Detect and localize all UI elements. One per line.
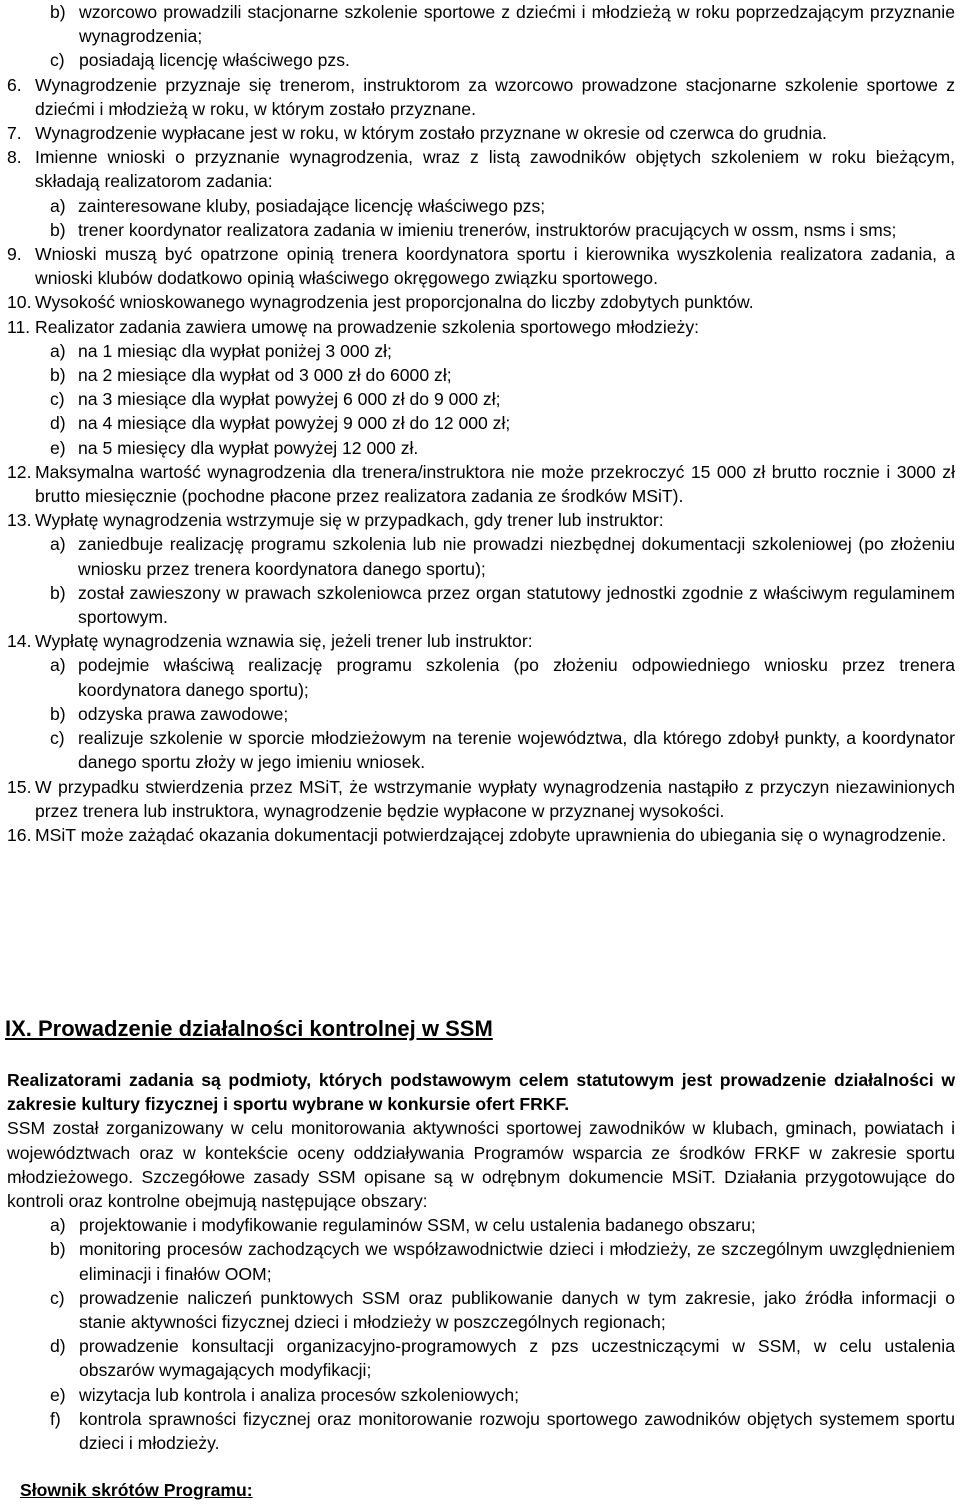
item-text: Wynagrodzenie wypłacane jest w roku, w którym zostało przyznane w okresie od czerwca do grudnia. [35,123,827,144]
numbered-item [7,775,955,823]
section-heading: IX. Prowadzenie działalności kontrolnej w SSM [5,1016,493,1041]
section-body [7,1068,955,1455]
numbered-item [7,629,955,653]
item-text: Wypłatę wynagrodzenia wstrzymuje się w przypadkach, gdy trener lub instruktor: [35,510,664,531]
item-number: 15. [7,776,32,797]
list-item [7,581,955,629]
item-text: posiadają licencję właściwego pzs. [79,50,350,71]
list-item [7,436,955,460]
item-text: wzorcowo prowadzili stacjonarne szkolenie sportowe z dziećmi i młodzieżą w roku poprzedzającym przyznanie wynagrodzenia; [79,2,955,47]
item-letter: a) [50,1215,66,1236]
item-letter: c) [50,389,65,410]
item-letter: c) [50,1287,65,1308]
item-number: 13. [7,510,32,531]
list-item [7,1237,955,1285]
numbered-item [7,121,955,145]
item-text: wizytacja lub kontrola i analiza procesów szkoleniowych; [79,1384,520,1405]
item-letter: a) [50,195,66,216]
item-number: 14. [7,631,32,652]
item-number: 16. [7,824,32,845]
list-item [7,702,955,726]
list-item [7,363,955,387]
item-number: 7. [7,123,22,144]
item-letter: a) [50,655,66,676]
list-item [7,1407,955,1455]
item-text: zainteresowane kluby, posiadające licencję właściwego pzs; [78,195,546,216]
item-text: na 3 miesiące dla wypłat powyżej 6 000 zł do 9 000 zł; [78,389,501,410]
list-item [7,194,955,218]
numbered-item [7,460,955,508]
item-text: podejmie właściwą realizację programu szkolenia (po złożeniu odpowiedniego wniosku przez trenera koordynatora danego sportu); [78,655,955,700]
item-text: Maksymalna wartość wynagrodzenia dla trenera/instruktora nie może przekroczyć 15 000 zł brutto rocznie i 3000 zł brutto miesięcznie (pochodne płacone przez realizatora zadania ze środków MSiT). [35,461,955,507]
item-letter: a) [50,534,66,555]
list-item [7,48,955,72]
item-number: 12. [7,461,32,482]
numbered-item [7,823,955,847]
document-page [7,0,955,847]
item-letter: f) [50,1408,61,1429]
list-item [7,1334,955,1382]
item-text: Wynagrodzenie przyznaje się trenerom, instruktorom za wzorcowo prowadzone stacjonarne szkolenie sportowe z dziećmi i młodzieżą w roku, w którym zostało przyznane. [35,74,955,119]
numbered-item [7,242,955,290]
item-number: 6. [7,74,22,95]
item-text: Imienne wnioski o przyznanie wynagrodzenia, wraz z listą zawodników objętych szkoleniem w roku bieżącym, składają realizatorom zadania: [35,147,955,192]
item-number: 9. [7,244,22,265]
item-text: trener koordynator realizatora zadania w imieniu trenerów, instruktorów pracujących w ossm, nsms i sms; [78,219,897,240]
item-text: został zawieszony w prawach szkoleniowca przez organ statutowy jednostki zgodnie z właściwym regulaminem sportowym. [78,582,955,628]
list-item [7,411,955,435]
numbered-item [7,73,955,121]
item-text: projektowanie i modyfikowanie regulaminów SSM, w celu ustalenia badanego obszaru; [79,1215,756,1236]
item-text: prowadzenie konsultacji organizacyjno-programowych z pzs uczestniczącymi w SSM, w celu ustalenia obszarów wymagających modyfikacji; [79,1336,955,1381]
numbered-item [7,315,955,339]
item-letter: b) [50,703,66,724]
section-intro: Realizatorami zadania są podmioty, których podstawowym celem statutowym jest prowadzenie działalności w zakresie kultury fizycznej i sportu wybrane w konkursie ofert FRKF. [7,1070,955,1115]
item-text: na 4 miesiące dla wypłat powyżej 9 000 zł do 12 000 zł; [78,413,511,434]
list-item [7,653,955,701]
item-text: kontrola sprawności fizycznej oraz monitorowanie rozwoju sportowego zawodników objętych systemem sportu dzieci i młodzieży. [79,1408,955,1454]
list-item [7,387,955,411]
list-item [7,1286,955,1334]
item-text: na 2 miesiące dla wypłat od 3 000 zł do 6000 zł; [78,365,452,386]
item-text: prowadzenie naliczeń punktowych SSM oraz publikowanie danych w tym zakresie, jako źródła informacji o stanie aktywności fizycznej dzieci i młodzieży w poszczególnych regionach; [79,1287,955,1333]
item-text: W przypadku stwierdzenia przez MSiT, że wstrzymanie wypłaty wynagrodzenia nastąpiło z przyczyn niezawinionych przez trenera lub instruktora, wynagrodzenie będzie wypłacone w przyznanej wysokości. [35,776,955,821]
list-item [7,1213,955,1237]
item-text: zaniedbuje realizację programu szkolenia lub nie prowadzi niezbędnej dokumentacji szkoleniowej (po złożeniu wniosku przez trenera koordynatora danego sportu); [78,534,955,579]
item-text: realizuje szkolenie w sporcie młodzieżowym na terenie województwa, dla którego zdobył punkty, a koordynator danego sportu złoży w jego imieniu wniosek. [78,728,955,773]
item-letter: a) [50,340,66,361]
item-number: 8. [7,147,22,168]
item-letter: b) [50,2,66,22]
numbered-item [7,290,955,314]
item-letter: b) [50,1239,66,1260]
item-text: MSiT może zażądać okazania dokumentacji potwierdzającej zdobyte uprawnienia do ubiegania się o wynagrodzenie. [35,824,947,845]
item-letter: d) [50,413,66,434]
item-letter: c) [50,50,65,71]
item-letter: e) [50,437,66,458]
numbered-item [7,145,955,193]
item-number: 11. [7,316,31,337]
item-letter: c) [50,728,65,749]
item-letter: d) [50,1336,66,1357]
item-number: 10. [7,292,32,313]
list-item [7,1383,955,1407]
item-text: Realizator zadania zawiera umowę na prowadzenie szkolenia sportowego młodzieży: [35,316,700,337]
item-letter: b) [50,219,66,240]
numbered-item [7,508,955,532]
item-letter: b) [50,582,66,603]
item-letter: e) [50,1384,66,1405]
item-letter: b) [50,365,66,386]
item-text: Wnioski muszą być opatrzone opinią trenera koordynatora sportu i kierownika wyszkolenia realizatora zadania, a wnioski klubów dodatkowo opinią właściwego okręgowego związku sportowego. [35,244,955,289]
item-text: Wysokość wnioskowanego wynagrodzenia jest proporcjonalna do liczby zdobytych punktów. [35,292,754,313]
item-text: Wypłatę wynagrodzenia wznawia się, jeżeli trener lub instruktor: [35,631,533,652]
list-item [7,532,955,580]
list-item [7,218,955,242]
item-text: monitoring procesów zachodzących we współzawodnictwie dzieci i młodzieży, ze szczególnym uwzględnieniem eliminacji i finałów OOM; [79,1239,955,1284]
list-item [7,339,955,363]
glossary-label: Słownik skrótów Programu: [20,1480,253,1500]
item-text: na 5 miesięcy dla wypłat powyżej 12 000 zł. [78,437,419,458]
item-text: na 1 miesiąc dla wypłat poniżej 3 000 zł; [78,340,392,361]
item-text: odzyska prawa zawodowe; [78,703,289,724]
intro-list [7,0,955,73]
section-paragraph: SSM został zorganizowany w celu monitorowania aktywności sportowej zawodników w klubach, gminach, powiatach i województwach oraz w kontekście oceny oddziaływania Programów wsparcia ze środków FRKF w zakresie sportu młodzieżowego. Szczegółowe zasady SSM opisane są w odrębnym dokumencie MSiT. Działania przygotowujące do kontroli oraz kontrolne obejmują następujące obszary: [7,1118,955,1212]
list-item [7,0,955,48]
list-item [7,726,955,774]
